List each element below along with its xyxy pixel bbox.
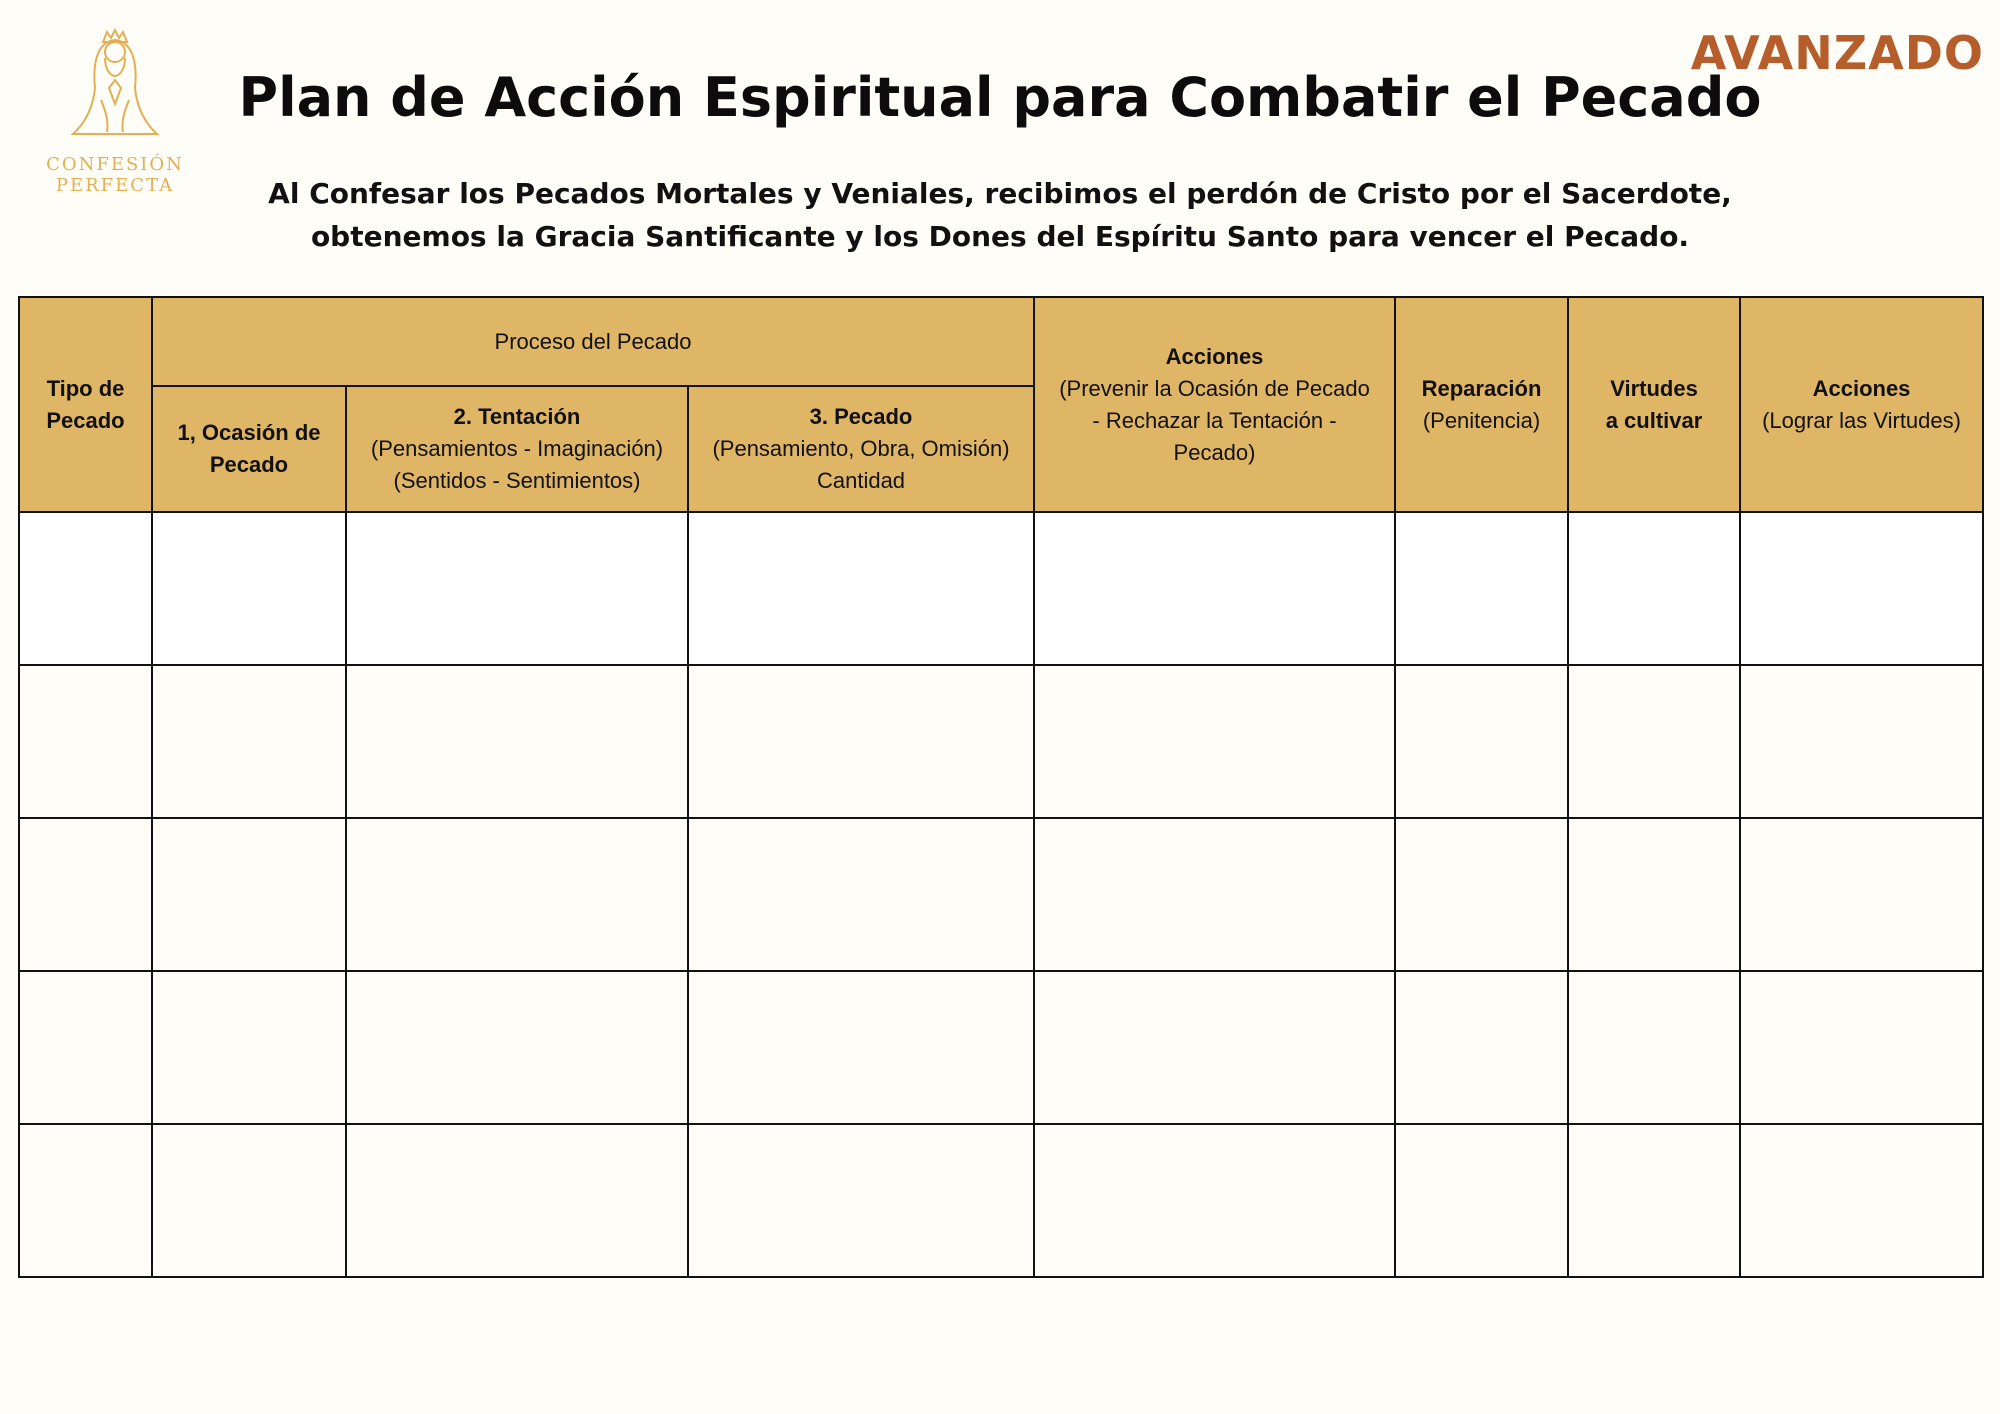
level-badge: AVANZADO [1690,26,1984,80]
table-row [19,818,1983,971]
cell-reparacion[interactable] [1395,971,1568,1124]
header-virtudes-line2: a cultivar [1605,407,1703,433]
header-tipo-line1: Tipo de [46,375,125,401]
cell-ocasion[interactable] [152,971,346,1124]
cell-acciones-prevenir[interactable] [1034,971,1395,1124]
cell-pecado[interactable] [688,665,1034,818]
cell-tentacion[interactable] [346,818,688,971]
table-row [19,971,1983,1124]
header-pecado-line1: (Pensamiento, Obra, Omisión) [712,436,1010,461]
header-acciones-prevenir-line2: - Rechazar la Tentación - [1092,407,1337,433]
cell-tentacion[interactable] [346,665,688,818]
cell-acciones-lograr[interactable] [1740,512,1983,665]
header-acciones-lograr-line1: (Lograr las Virtudes) [1762,407,1961,433]
cell-pecado[interactable] [688,1124,1034,1277]
cell-ocasion[interactable] [152,818,346,971]
cell-acciones-prevenir[interactable] [1034,1124,1395,1277]
subtitle-line1: Al Confesar los Pecados Mortales y Veniales, recibimos el perdón de Cristo por el Sacerdote, [268,177,1732,210]
header-ocasion [152,386,346,512]
header-pecado [688,386,1034,512]
logo-text-line1: CONFESIÓN [46,154,184,175]
cell-acciones-lograr[interactable] [1740,818,1983,971]
cell-tipo[interactable] [19,1124,152,1277]
cell-tipo[interactable] [19,665,152,818]
header-ocasion-line2: Pecado [209,452,289,477]
cell-tipo[interactable] [19,971,152,1124]
cell-virtudes[interactable] [1568,512,1740,665]
header-reparacion-line1: (Penitencia) [1422,407,1541,433]
cell-acciones-lograr[interactable] [1740,1124,1983,1277]
header-tentacion-title: 2. Tentación [453,404,581,429]
cell-virtudes[interactable] [1568,665,1740,818]
cell-acciones-lograr[interactable] [1740,665,1983,818]
header-pecado-title: 3. Pecado [809,404,913,429]
header-acciones-prevenir-line1: (Prevenir la Ocasión de Pecado [1059,375,1370,401]
cell-acciones-prevenir[interactable] [1034,818,1395,971]
header-acciones-prevenir [1034,297,1395,512]
cell-ocasion[interactable] [152,512,346,665]
cell-ocasion[interactable] [152,1124,346,1277]
subtitle-line2: obtenemos la Gracia Santificante y los Dones del Espíritu Santo para vencer el Pecado. [310,220,1690,253]
cell-tentacion[interactable] [346,512,688,665]
header-tipo-pecado [19,297,152,512]
header-virtudes [1568,297,1740,512]
cell-tipo[interactable] [19,818,152,971]
cell-reparacion[interactable] [1395,665,1568,818]
cell-tentacion[interactable] [346,971,688,1124]
header-virtudes-line1: Virtudes [1610,375,1698,401]
table-row [19,665,1983,818]
header-ocasion-line1: 1, Ocasión de [177,420,321,445]
page-title: Plan de Acción Espiritual para Combatir el Pecado [238,66,1762,129]
header-reparacion-title: Reparación [1421,375,1542,401]
header-tentacion [346,386,688,512]
cell-reparacion[interactable] [1395,818,1568,971]
header-tentacion-line1: (Pensamientos - Imaginación) [370,436,664,461]
header-proceso-pecado: Proceso del Pecado [152,297,1034,386]
cell-ocasion[interactable] [152,665,346,818]
cell-reparacion[interactable] [1395,1124,1568,1277]
cell-acciones-prevenir[interactable] [1034,665,1395,818]
header-acciones-prevenir-title: Acciones [1165,343,1264,369]
header-acciones-lograr [1740,297,1983,512]
table-row [19,512,1983,665]
cell-tipo[interactable] [19,512,152,665]
header-acciones-lograr-title: Acciones [1812,375,1911,401]
header-tipo-line2: Pecado [46,407,125,433]
cell-tentacion[interactable] [346,1124,688,1277]
logo-text-line2: PERFECTA [55,175,175,196]
header-acciones-prevenir-line3: Pecado) [1173,439,1256,465]
cell-virtudes[interactable] [1568,818,1740,971]
header-pecado-line2: Cantidad [816,468,906,493]
header-tentacion-line2: (Sentidos - Sentimientos) [393,468,641,493]
table-body [19,512,1983,1277]
action-plan-table [18,296,1984,1278]
cell-pecado[interactable] [688,818,1034,971]
table-row [19,1124,1983,1277]
header-reparacion [1395,297,1568,512]
cell-virtudes[interactable] [1568,1124,1740,1277]
cell-reparacion[interactable] [1395,512,1568,665]
cell-acciones-lograr[interactable] [1740,971,1983,1124]
page-subtitle [0,172,2000,258]
cell-pecado[interactable] [688,512,1034,665]
cell-acciones-prevenir[interactable] [1034,512,1395,665]
cell-pecado[interactable] [688,971,1034,1124]
cell-virtudes[interactable] [1568,971,1740,1124]
